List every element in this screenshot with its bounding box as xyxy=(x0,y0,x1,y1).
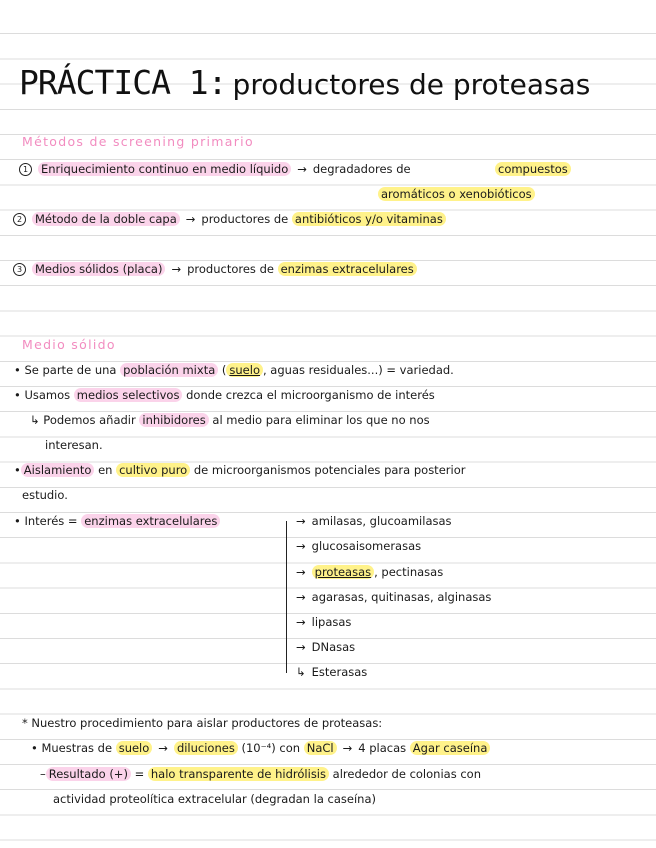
text: Se parte de una xyxy=(24,363,117,377)
text: de microorganismos potenciales para posterior xyxy=(193,463,466,477)
text: 4 placas xyxy=(358,741,407,755)
bullet-icon: • xyxy=(14,463,21,477)
bullet-3 xyxy=(14,462,465,478)
section1-heading: Métodos de screening primario xyxy=(22,134,254,149)
procedure-step-2-cont: actividad proteolítica extracelular (degradan la caseína) xyxy=(53,792,376,806)
method-item-1 xyxy=(19,161,411,177)
arrow-icon: → xyxy=(296,539,306,553)
highlight: medios selectivos xyxy=(74,388,183,402)
text: alrededor de colonias con xyxy=(332,767,481,781)
highlight: NaCl xyxy=(304,741,337,755)
text: al medio para eliminar los que no nos xyxy=(212,413,430,427)
method-2-result: antibióticos y/o vitaminas xyxy=(292,212,446,226)
bullet-3-cont: estudio. xyxy=(22,488,68,502)
arrow-icon: ↳ xyxy=(296,665,306,679)
procedure-step-1 xyxy=(31,740,490,756)
arrow-icon: → xyxy=(296,590,306,604)
bullet-icon: • xyxy=(14,514,21,528)
text: agarasas, quitinasas, alginasas xyxy=(311,590,492,604)
highlight: halo transparente de hidrólisis xyxy=(148,767,329,781)
text: , aguas residuales...) = variedad. xyxy=(263,363,454,377)
arrow-icon: → xyxy=(296,640,306,654)
enzyme-item xyxy=(296,564,443,580)
bullet-icon: • xyxy=(14,363,21,377)
method-1-text: Enriquecimiento continuo en medio líquido xyxy=(38,162,291,176)
bullet-2 xyxy=(14,387,435,403)
method-3-pre: productores de xyxy=(187,262,274,276)
highlight: inhibidores xyxy=(139,413,208,427)
method-1-pre: degradadores de xyxy=(312,162,411,176)
bullet-icon: • xyxy=(14,388,21,402)
text: ( xyxy=(221,363,227,377)
enzyme-item xyxy=(296,513,452,529)
bullet-2-sub-cont: interesan. xyxy=(45,438,103,452)
dash-icon: – xyxy=(40,767,46,781)
highlight: cultivo puro xyxy=(116,463,190,477)
text: en xyxy=(98,463,113,477)
enzyme-item xyxy=(296,538,421,554)
text: = xyxy=(134,767,145,781)
method-2-text: Método de la doble capa xyxy=(32,212,180,226)
method-3-text: Medios sólidos (placa) xyxy=(32,262,165,276)
text: DNasas xyxy=(311,640,356,654)
sub-arrow-icon: ↳ xyxy=(30,413,40,427)
enzyme-item xyxy=(296,614,351,630)
highlight: Agar caseína xyxy=(410,741,491,755)
section2-heading: Medio sólido xyxy=(22,337,116,352)
text: amilasas, glucoamilasas xyxy=(311,514,452,528)
text: Nuestro procedimiento para aislar productores de proteasas: xyxy=(31,716,383,730)
method-1-result-line1: compuestos xyxy=(495,161,571,177)
text: Usamos xyxy=(24,388,71,402)
enzyme-item xyxy=(296,639,355,655)
method-1-result: aromáticos o xenobióticos xyxy=(378,186,535,202)
arrow-icon: → xyxy=(296,514,306,528)
arrow-icon: → xyxy=(296,565,306,579)
highlight: diluciones xyxy=(174,741,238,755)
enzyme-item xyxy=(296,589,491,605)
arrow-icon: → xyxy=(185,212,196,226)
procedure-title xyxy=(22,715,382,731)
highlight: Resultado (+) xyxy=(46,767,131,781)
method-2-pre: productores de xyxy=(201,212,289,226)
bullet-1 xyxy=(14,362,454,378)
method-3-result: enzimas extracelulares xyxy=(278,262,417,276)
bullet-2-sub xyxy=(30,412,430,428)
highlight: Aislamiento xyxy=(21,463,95,477)
text: Esterasas xyxy=(311,665,368,679)
star-icon: * xyxy=(22,716,28,730)
arrow-icon: → xyxy=(171,262,182,276)
text: , pectinasas xyxy=(374,565,444,579)
enzyme-item xyxy=(296,664,367,680)
highlight-suelo: suelo xyxy=(226,363,263,377)
text: Muestras de xyxy=(41,741,113,755)
procedure-step-2 xyxy=(40,766,481,782)
number-1-icon: 1 xyxy=(19,163,32,176)
arrow-icon: → xyxy=(158,741,168,755)
text: lipasas xyxy=(311,615,352,629)
highlight-proteasas: proteasas xyxy=(312,565,374,579)
text: Podemos añadir xyxy=(43,413,136,427)
highlight: población mixta xyxy=(120,363,218,377)
arrow-icon: → xyxy=(342,741,353,755)
text: glucosaisomerasas xyxy=(311,539,422,553)
arrow-icon: → xyxy=(297,162,307,176)
title-practice: PRÁCTICA 1: xyxy=(19,63,227,102)
number-2-icon: 2 xyxy=(13,213,26,226)
enzyme-bracket xyxy=(286,521,295,673)
method-item-3 xyxy=(13,261,417,277)
text: Interés = xyxy=(24,514,78,528)
method-item-2 xyxy=(13,211,446,227)
highlight: enzimas extracelulares xyxy=(81,514,220,528)
arrow-icon: → xyxy=(296,615,306,629)
bullet-4 xyxy=(14,513,220,529)
number-3-icon: 3 xyxy=(13,263,26,276)
title-topic: productores de proteasas xyxy=(232,68,591,101)
highlight: suelo xyxy=(116,741,153,755)
bullet-icon: • xyxy=(31,741,38,755)
text: (10⁻⁴) con xyxy=(241,741,301,755)
page-title xyxy=(19,63,590,102)
text: donde crezca el microorganismo de interés xyxy=(186,388,435,402)
